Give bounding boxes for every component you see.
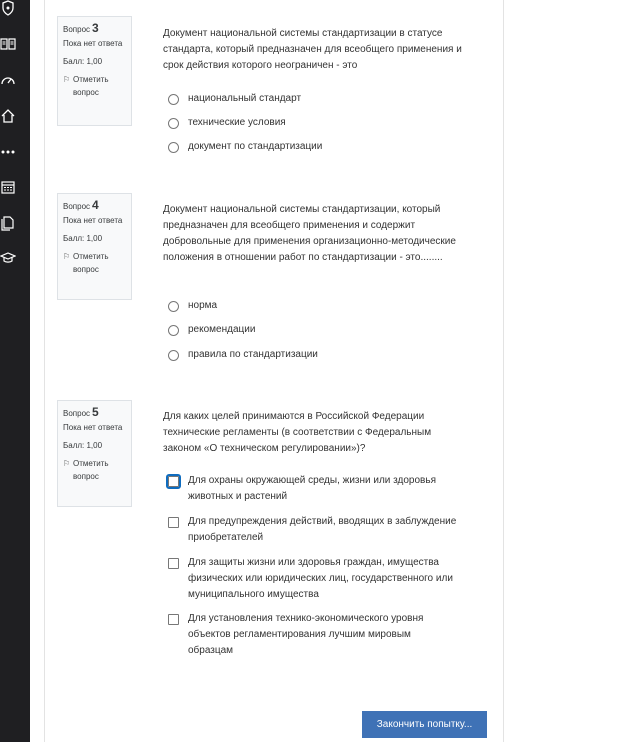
question-grade: Балл: 1,00 <box>63 234 103 243</box>
answer-option[interactable]: норма <box>168 298 468 314</box>
question-number: Вопрос 3 <box>63 21 99 35</box>
graduation-cap-icon[interactable] <box>0 250 16 266</box>
flag-icon: ⚐ <box>63 252 71 261</box>
shield-icon[interactable] <box>0 0 16 16</box>
flag-question-link[interactable]: ⚐ Отметить вопрос <box>63 459 109 481</box>
radio-button[interactable] <box>168 325 179 336</box>
checkbox[interactable] <box>168 614 179 625</box>
question-state: Пока нет ответа <box>63 39 123 48</box>
flag-icon: ⚐ <box>63 75 71 84</box>
dashboard-icon[interactable] <box>0 73 16 89</box>
question-grade: Балл: 1,00 <box>63 57 103 66</box>
question-state: Пока нет ответа <box>63 216 123 225</box>
more-icon[interactable] <box>0 144 16 160</box>
home-icon[interactable] <box>0 108 16 124</box>
radio-button[interactable] <box>168 94 179 105</box>
checkbox[interactable] <box>168 476 179 487</box>
checkbox[interactable] <box>168 517 179 528</box>
answer-option[interactable]: Для предупреждения действий, вводящих в заблуждение приобретателей <box>168 514 458 546</box>
radio-button[interactable] <box>168 301 179 312</box>
book-icon[interactable] <box>0 36 16 52</box>
answer-option[interactable]: национальный стандарт <box>168 91 468 107</box>
question-number: Вопрос 4 <box>63 198 99 212</box>
answer-option[interactable]: Для установления технико-экономического уровня объектов регламентирования лучшим мировым образцам <box>168 611 458 659</box>
answer-option[interactable]: Для защиты жизни или здоровья граждан, имущества физических или юридических лиц, государственного или муниципального имущества <box>168 555 458 603</box>
radio-button[interactable] <box>168 142 179 153</box>
flag-question-link[interactable]: ⚐ Отметить вопрос <box>63 252 109 274</box>
question-info-4 <box>57 193 132 300</box>
question-text-3: Документ национальной системы стандартизации в статусе стандарта, который предназначен для всеобщего применения и срок действия которого неограничен - это <box>163 28 462 71</box>
answer-option[interactable]: правила по стандартизации <box>168 347 468 363</box>
question-info-3 <box>57 16 132 126</box>
flag-question-link[interactable]: ⚐ Отметить вопрос <box>63 75 109 97</box>
checkbox[interactable] <box>168 558 179 569</box>
radio-button[interactable] <box>168 350 179 361</box>
answer-option[interactable]: рекомендации <box>168 322 468 338</box>
answer-option[interactable]: документ по стандартизации <box>168 139 468 155</box>
question-state: Пока нет ответа <box>63 423 123 432</box>
calendar-icon[interactable] <box>0 179 16 195</box>
flag-icon: ⚐ <box>63 459 71 468</box>
files-icon[interactable] <box>0 215 16 231</box>
question-info-5 <box>57 400 132 507</box>
question-number: Вопрос 5 <box>63 405 99 419</box>
answer-option[interactable]: технические условия <box>168 115 468 131</box>
radio-button[interactable] <box>168 118 179 129</box>
question-text-4: Документ национальной системы стандартизации, который предназначен для всеобщего применения и содержит добровольные для применения организационно-методические положения в отношении работ по стандартизации - это........ <box>163 204 456 263</box>
left-nav-drawer <box>0 0 30 742</box>
finish-attempt-button[interactable]: Закончить попытку... <box>362 711 487 738</box>
answer-option[interactable]: Для охраны окружающей среды, жизни или здоровья животных и растений <box>168 473 458 505</box>
question-grade: Балл: 1,00 <box>63 441 103 450</box>
question-text-5: Для каких целей принимаются в Российской Федерации технические регламенты (в соответствии с Федеральным законом «О техническом регулировании»)? <box>163 411 432 454</box>
